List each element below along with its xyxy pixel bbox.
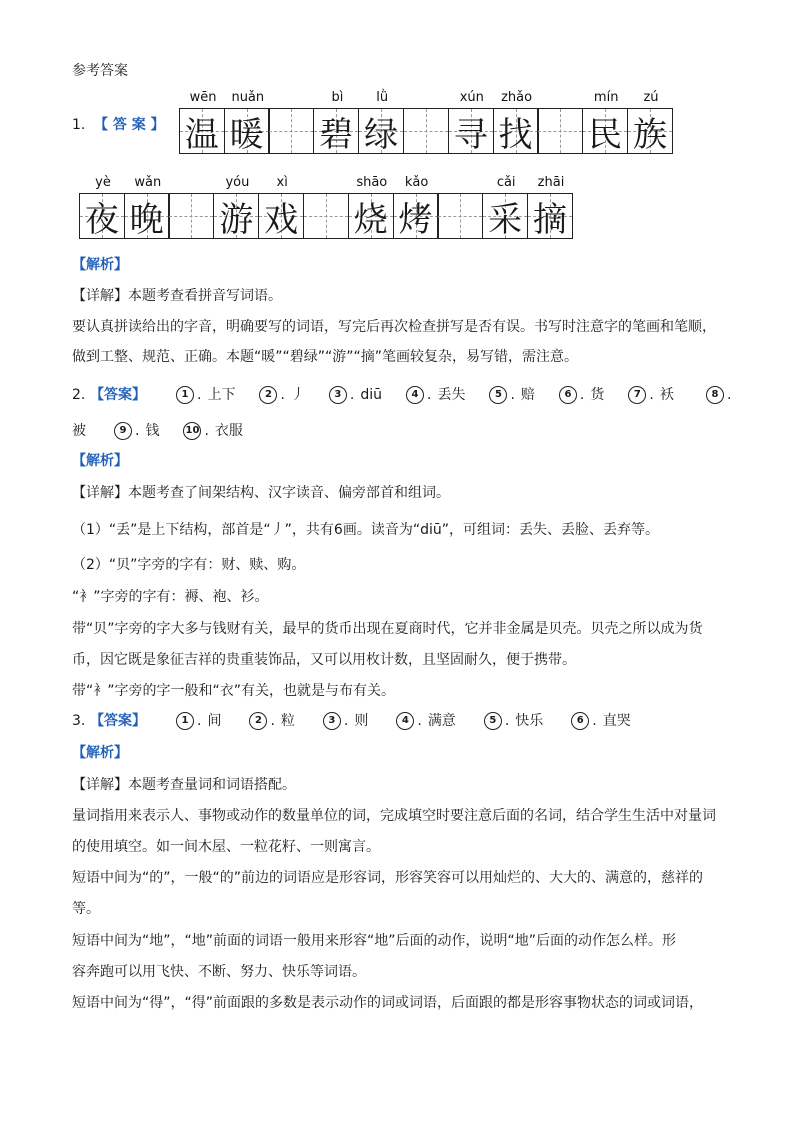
answer-text: 丿: [290, 387, 305, 403]
q2-paragraph-5: 币，因它既是象征吉祥的贵重装饰品，又可以用枚计数，且坚固耐久，便于携带。: [72, 652, 576, 668]
pinyin-label: xì: [276, 175, 288, 190]
pinyin-label: nuǎn: [231, 90, 265, 105]
grid-cell: [224, 108, 270, 154]
answer-text: 袄: [659, 387, 674, 403]
q3-paragraph-7: 短语中间为“得”，“得”前面跟的多数是表示动作的词或词语，后面跟的都是形容事物状态的词或词语，: [72, 995, 704, 1011]
grid-cell: [179, 108, 225, 154]
grid-cell: [582, 108, 628, 154]
circled-number: 4: [406, 386, 424, 404]
grid-cell: [213, 193, 259, 239]
pinyin-label: kǎo: [404, 175, 429, 190]
grid-cell: [358, 108, 404, 154]
grid-cell-empty: [537, 108, 583, 154]
pinyin-label: lǜ: [376, 90, 389, 105]
q3-paragraph-6: 容奔跑可以用飞快、不断、努力、快乐等词语。: [72, 964, 366, 980]
page-title: 参考答案: [72, 63, 128, 79]
grid-character: 游: [219, 199, 254, 240]
answer-text: 衣服: [214, 423, 243, 439]
q3-paragraph-5: 短语中间为“地”，“地”前面的词语一般用来形容“地”后面的动作，说明“地”后面的动作怎么样。形: [72, 933, 677, 949]
q2-paragraph-3: “衤”字旁的字有：褥、袍、衫。: [72, 589, 269, 605]
grid-cell: [124, 193, 170, 239]
grid-cell: [448, 108, 494, 154]
grid-cell: [627, 108, 673, 154]
answer-text: 快乐: [515, 713, 544, 729]
grid-cell-empty: [437, 193, 483, 239]
answer-text: 赔: [520, 387, 535, 403]
q1-answer-label: 【 答 案 】: [94, 117, 165, 133]
grid-character: 烧: [353, 199, 388, 240]
circled-number: 3: [329, 386, 347, 404]
grid-cell: [258, 193, 304, 239]
q2-answer-list-2: [114, 420, 267, 442]
grid-character: 绿: [364, 114, 399, 155]
answer-text: diū: [360, 387, 383, 403]
grid-character: 采: [488, 199, 523, 240]
pinyin-label: yóu: [225, 175, 250, 190]
pinyin-label: yè: [95, 175, 111, 190]
answer-item: 6 . 直哭: [571, 710, 630, 732]
q2-answer-8: 8 .: [706, 384, 731, 406]
q1-paragraph-2: 做到工整、规范、正确。本题“暖”“碧绿”“游”“摘”笔画较复杂，易写错，需注意。: [72, 349, 579, 365]
q1-paragraph-1: 要认真拼读给出的字音，明确要写的词语，写完后再次检查拼写是否有误。书写时注意字的笔画和笔顺，: [72, 319, 716, 335]
circled-number: 1: [176, 712, 194, 730]
circled-number: 2: [259, 386, 277, 404]
q2-answer-list: [176, 384, 698, 406]
answer-text: 粒: [280, 713, 295, 729]
grid-character: 碧: [319, 114, 354, 155]
pinyin-label: cǎi: [496, 175, 516, 190]
q2-paragraph-2: （2）“贝”字旁的字有：财、赎、购。: [72, 557, 306, 573]
answer-item: 5 . 快乐: [484, 710, 543, 732]
answer-item: 5 . 赔: [489, 384, 534, 406]
circled-number: 3: [323, 712, 341, 730]
grid-cell-empty: [168, 193, 214, 239]
q2-analysis-label: 【解析】: [72, 453, 128, 469]
grid-cell: [482, 193, 528, 239]
grid-character: 找: [498, 114, 533, 155]
q3-detail: 【详解】本题考查量词和词语搭配。: [72, 777, 296, 793]
pinyin-label: shāo: [356, 175, 388, 190]
q2-paragraph-1: （1）“丢”是上下结构，部首是“丿”，共有6画。读音为“diū”，可组词：丢失、丢脸、丢弃等。: [72, 522, 659, 538]
answer-item: 4 . 满意: [396, 710, 455, 732]
circled-number: 6: [571, 712, 589, 730]
answer-text: 间: [207, 713, 222, 729]
grid-cell: [393, 193, 439, 239]
grid-character: 夜: [84, 199, 119, 240]
answer-text: 丢失: [437, 387, 466, 403]
grid-cell-empty: [403, 108, 449, 154]
grid-character: 民: [588, 114, 623, 155]
pinyin-label: zhǎo: [501, 90, 533, 105]
answer-item: 2 . 粒: [249, 710, 294, 732]
circled-number: 4: [396, 712, 414, 730]
q3-analysis-label: 【解析】: [72, 745, 128, 761]
answer-item: 3 . diū: [329, 384, 382, 406]
answer-item: 10 . 衣服: [183, 420, 242, 442]
answer-text: 上下: [207, 387, 236, 403]
q3-paragraph-1: 量词指用来表示人、事物或动作的数量单位的词，完成填空时要注意后面的名词，结合学生生活中对量词: [72, 808, 716, 824]
pinyin-label: wēn: [189, 90, 217, 105]
pinyin-label: zú: [643, 90, 659, 105]
pinyin-label: bì: [331, 90, 344, 105]
circled-number: 2: [249, 712, 267, 730]
q1-detail: 【详解】本题考查看拼音写词语。: [72, 288, 282, 304]
answer-item: 7 . 袄: [628, 384, 673, 406]
q3-answer-list: [176, 710, 659, 732]
grid-character: 摘: [532, 199, 567, 240]
pinyin-label: xún: [459, 90, 484, 105]
answer-item: 6 . 货: [559, 384, 604, 406]
answer-text: 则: [354, 713, 369, 729]
circled-number: 5: [484, 712, 502, 730]
grid-cell: [313, 108, 359, 154]
grid-cell: [79, 193, 125, 239]
grid-cell-empty: [303, 193, 349, 239]
grid-character: 烤: [398, 199, 433, 240]
answer-item: 9 . 钱: [114, 420, 159, 442]
circled-number: 10: [183, 422, 201, 440]
circled-number: 5: [489, 386, 507, 404]
circled-number: 6: [559, 386, 577, 404]
q2-detail: 【详解】本题考查了间架结构、汉字读音、偏旁部首和组词。: [72, 485, 450, 501]
grid-character: 暖: [229, 114, 264, 155]
q1-number: 1.: [72, 117, 86, 133]
grid-cell: [348, 193, 394, 239]
q2-paragraph-4: 带“贝”字旁的字大多与钱财有关，最早的货币出现在夏商时代，它并非金属是贝壳。贝壳之所以成为货: [72, 621, 703, 637]
circled-number: 1: [176, 386, 194, 404]
answer-item: 2 . 丿: [259, 384, 304, 406]
q1-analysis-label: 【解析】: [72, 257, 128, 273]
answer-item: 3 . 则: [323, 710, 368, 732]
q2-answer-label: 【答案】: [90, 387, 146, 403]
pinyin-label: mín: [593, 90, 619, 105]
grid-character: 晚: [129, 199, 164, 240]
grid-character: 族: [632, 114, 667, 155]
q2-number: 2.: [72, 387, 86, 403]
grid-character: 寻: [453, 114, 488, 155]
pinyin-label: wǎn: [134, 175, 162, 190]
grid-cell: [493, 108, 539, 154]
q1-grid-row-1: [180, 108, 673, 154]
q3-answer-label: 【答案】: [90, 713, 146, 729]
answer-text: 钱: [145, 423, 160, 439]
q3-paragraph-4: 等。: [72, 901, 100, 917]
q3-paragraph-2: 的使用填空。如一间木屋、一粒花籽、一则寓言。: [72, 839, 380, 855]
pinyin-label: zhāi: [537, 175, 565, 190]
answer-text: 货: [590, 387, 605, 403]
q2-paragraph-6: 带“衤”字旁的字一般和“衣”有关，也就是与布有关。: [72, 683, 396, 699]
answer-item: 1 . 上下: [176, 384, 235, 406]
grid-cell-empty: [268, 108, 314, 154]
grid-cell: [527, 193, 573, 239]
q3-number: 3.: [72, 713, 86, 729]
answer-item: 1 . 间: [176, 710, 221, 732]
grid-character: 温: [184, 114, 219, 155]
grid-character: 戏: [264, 199, 299, 240]
answer-item: 4 . 丢失: [406, 384, 465, 406]
answer-text: 直哭: [602, 713, 631, 729]
q1-grid-row-2: [80, 193, 573, 239]
circled-number: 9: [114, 422, 132, 440]
answer-text: 满意: [427, 713, 456, 729]
q2-answer-8-text: 被: [72, 423, 86, 439]
circled-number: 7: [628, 386, 646, 404]
circled-number: 8: [706, 386, 724, 404]
q3-paragraph-3: 短语中间为“的”，一般“的”前边的词语应是形容词，形容笑容可以用灿烂的、大大的、满意的，慈祥的: [72, 870, 704, 886]
